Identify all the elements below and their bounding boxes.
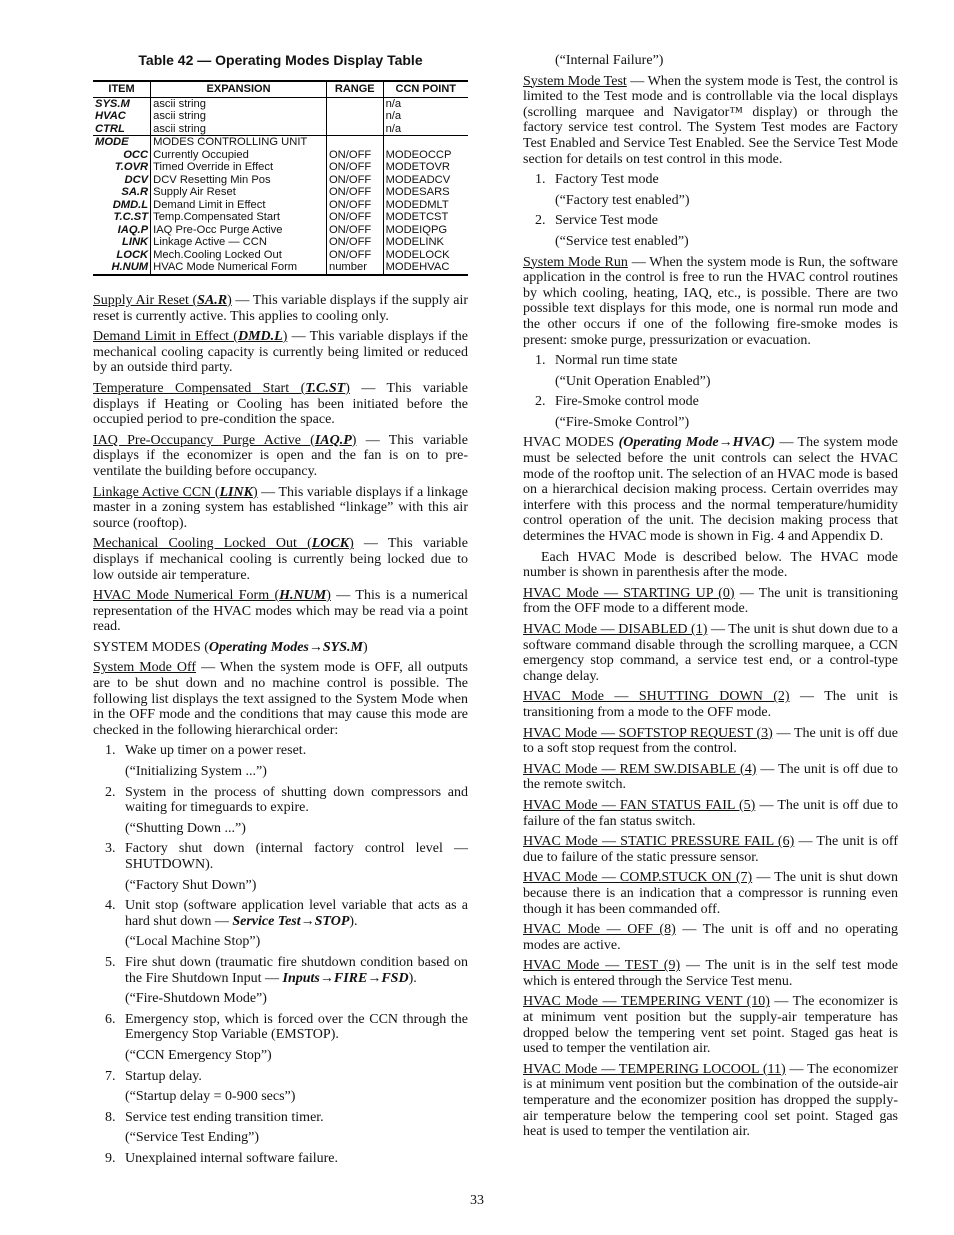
test-modes-list — [523, 172, 898, 249]
col-header-expansion: EXPANSION — [151, 81, 327, 97]
para-hvac-mode-0: HVAC Mode — STARTING UP (0) — The unit is transitioning from the OFF mode to a different mode. — [523, 585, 898, 617]
term-heading: System Mode Run — [523, 254, 628, 270]
term-heading: System Mode Test — [523, 73, 627, 89]
term-heading: HVAC Mode — TEST (9) — [523, 958, 681, 974]
item-code: HVAC — [95, 110, 126, 122]
ccn-point-text: n/a — [385, 110, 402, 122]
col-header-ccn-point: CCN POINT — [383, 81, 468, 97]
expansion-text: Demand Limit in Effect — [153, 198, 266, 211]
expansion-text: Mech.Cooling Locked Out — [153, 248, 282, 261]
para-hvac-mode-1: HVAC Mode — DISABLED (1) — The unit is shut down due to a software command disable through the scrolling marquee, a CCN emergency stop command, a service test end, or a control-type change delay. — [523, 622, 898, 684]
para-hvac-mode-10: HVAC Mode — TEMPERING VENT (10) — The economizer is at minimum vent position but the supply-air temperature has dropped below the tempering vent set point. Staged gas heat is used to temper the ventilation air. — [523, 994, 899, 1057]
display-text: (“Factory Shut Down”) — [125, 877, 257, 893]
expansion-text: HVAC Mode Numerical Form — [153, 261, 298, 273]
term-heading: HVAC Mode Numerical Form (H.NUM) — [93, 588, 331, 604]
table-title: Table 42 — Operating Modes Display Table — [138, 52, 423, 68]
ccn-point-cell — [383, 136, 468, 275]
term-heading: HVAC Mode — COMP.STUCK ON (7) — [523, 870, 753, 886]
para-mech-cooling-lock — [93, 536, 468, 583]
display-text: (“Shutting Down ...”) — [125, 820, 246, 836]
expansion-cell — [151, 136, 327, 275]
item-code: H.NUM — [111, 261, 149, 273]
display-text: (“Startup delay = 0-900 secs”) — [125, 1089, 296, 1105]
display-text: (“Internal Failure”) — [555, 53, 664, 68]
term-heading: HVAC Mode — DISABLED (1) — [523, 622, 708, 637]
ccn-point-text: MODESARS — [385, 186, 450, 198]
item-code: DMD.L — [112, 198, 149, 211]
ccn-point-text — [386, 136, 466, 149]
col-header-item: ITEM — [93, 81, 151, 97]
operating-modes-table — [93, 80, 468, 276]
item-code: DCV — [124, 173, 149, 186]
display-text: (“Unit Operation Enabled”) — [555, 373, 711, 389]
display-text: (“Local Machine Stop”) — [125, 934, 261, 950]
range-text: ON/OFF — [328, 211, 372, 223]
range-text: ON/OFF — [328, 186, 372, 198]
range-cell — [326, 136, 383, 275]
item-code: T.C.ST — [113, 211, 149, 223]
range-text: ON/OFF — [328, 248, 372, 261]
item-code: OCC — [123, 148, 149, 161]
term-description: — This variable displays if Heating or Cooling has been initiated before the occupied period to pre-condition the space. — [93, 380, 468, 428]
list-item: 1. Wake up timer on a power reset. (“Initializing System ...”) — [93, 743, 468, 779]
term-heading: HVAC Mode — SOFTSTOP REQUEST (3) — [523, 725, 773, 741]
term-heading: Linkage Active CCN (LINK) — [93, 484, 258, 500]
ccn-point-text: MODEDMLT — [385, 198, 449, 211]
term-heading: HVAC Mode — SHUTTING DOWN (2) — [523, 689, 790, 705]
run-modes-list — [523, 353, 898, 430]
range-text — [329, 136, 381, 149]
term-heading: HVAC Mode — STATIC PRESSURE FAIL (6) — [523, 834, 795, 850]
term-heading: HVAC Mode — FAN STATUS FAIL (5) — [523, 797, 756, 813]
display-text: (“Service test enabled”) — [555, 233, 689, 249]
right-column-text — [523, 53, 898, 1145]
section-heading-system-modes: SYSTEM MODES (Operating Modes→SYS.M) — [93, 639, 368, 655]
ccn-point-text: n/a — [385, 97, 402, 110]
para-hvac-mode-6: HVAC Mode — STATIC PRESSURE FAIL (6) — The unit is off due to failure of the static pressure sensor. — [523, 834, 899, 865]
range-text: number — [328, 261, 367, 273]
list-item: 2. Service Test mode (“Service test enabled”) — [523, 213, 898, 249]
term-heading: System Mode Off — [93, 660, 197, 676]
expansion-text: ascii string — [153, 97, 206, 110]
term-description: — When the system mode is Test, the control is limited to the Test mode and is controllable via the local displays (scrolling marquee and Navigator™ display) or through the factory service test control. The System Test modes are Factory Test Enabled and Service Test Enabled. See the Service Test Mode section for details on test control in this mode. — [523, 73, 898, 167]
term-heading: Demand Limit in Effect (DMD.L) — [93, 329, 288, 345]
para-hvac-mode-11: HVAC Mode — TEMPERING LOCOOL (11) — The economizer is at minimum vent position but the combination of the outside-air temperature and the economizer position has dropped the supply-air temperature below the tempering cool set point. Staged gas heat is used to temper the ventilation air. — [523, 1061, 898, 1140]
para-demand-limit — [93, 329, 468, 376]
item-cell — [93, 136, 151, 275]
display-text: (“CCN Emergency Stop”) — [125, 1047, 272, 1063]
range-text: ON/OFF — [328, 161, 372, 173]
range-text: ON/OFF — [328, 148, 372, 161]
item-code: IAQ.P — [117, 223, 149, 236]
expansion-text: ascii string — [153, 122, 206, 135]
term-heading: Supply Air Reset (SA.R) — [93, 293, 232, 308]
ccn-point-text: MODEADCV — [385, 173, 451, 186]
para-system-mode-run — [523, 255, 898, 349]
range-text: ON/OFF — [328, 173, 372, 186]
term-heading: HVAC Mode — REM SW.DISABLE (4) — [523, 761, 757, 777]
range-text: ON/OFF — [328, 223, 372, 236]
term-description: — This variable displays if mechanical cooling is currently being locked due to low outside air temperature. — [93, 536, 468, 583]
expansion-text: DCV Resetting Min Pos — [153, 173, 271, 186]
table-group-system — [93, 97, 468, 136]
list-item: 1. Factory Test mode (“Factory test enabled”) — [523, 172, 898, 208]
list-item: 3. Factory shut down (internal factory control level — SHUTDOWN). (“Factory Shut Down”) — [105, 841, 468, 893]
ccn-point-text: MODEIQPG — [385, 223, 448, 236]
para-hvac-modes: HVAC MODES (Operating Mode→HVAC) — The system mode must be selected before the unit controls can select the HVAC mode of the rooftop unit. The selection of an HVAC mode is based on a hierarchical decision making process. Certain overrides may interfere with this process and the normal temperature/humidity control operation of the unit. The decision making process that determines the HVAC mode is shown in Fig. 4 and Appendix D. — [523, 435, 898, 545]
term-description: — This variable displays if a linkage master in a zoning system has established “linkage” with this air source (rooftop). — [93, 484, 468, 531]
term-description: — This variable displays if the mechanical cooling capacity is currently being limited or reduced by an outside third party. — [93, 329, 469, 376]
expansion-text: MODES CONTROLLING UNIT — [153, 136, 308, 148]
page-number: 33 — [470, 1193, 484, 1208]
expansion-text: ascii string — [153, 110, 206, 122]
term-heading: HVAC Mode — STARTING UP (0) — [523, 585, 735, 601]
term-description: — When the system mode is Run, the software application in the control is free to run the HVAC control routines by which cooling, heating, IAQ, etc., is possible. There are two possible text displays for this mode, one is normal run mode and the other occurs if one of the following fire-smoke modes is present: smoke purge, pressurization or evacuation. — [523, 254, 898, 348]
para-temp-comp-start — [93, 381, 468, 428]
list-item: 9. Unexplained internal software failure. — [105, 1150, 339, 1166]
term-heading: Mechanical Cooling Locked Out (LOCK) — [93, 536, 354, 552]
expansion-text: IAQ Pre-Occ Purge Active — [153, 223, 283, 236]
item-code: T.OVR — [114, 161, 149, 173]
para-hvac-numerical — [93, 588, 468, 635]
para-hvac-mode-9: HVAC Mode — TEST (9) — The unit is in the self test mode which is entered through the Service Test menu. — [523, 958, 898, 989]
list-item: 2. Fire-Smoke control mode (“Fire-Smoke Control”) — [523, 394, 898, 430]
display-text: (“Service Test Ending”) — [125, 1130, 260, 1146]
ccn-point-cell — [383, 97, 468, 136]
ccn-point-text: MODEOCCP — [385, 148, 452, 161]
display-text: (“Factory test enabled”) — [555, 192, 690, 208]
para-hvac-mode-4: HVAC Mode — REM SW.DISABLE (4) — The unit is off due to the remote switch. — [523, 761, 899, 793]
para-system-mode-test — [523, 74, 898, 168]
list-item: 4. Unit stop (software application level variable that acts as a hard shut down — Service Test→STOP). (“Local Machine Stop”) — [105, 898, 468, 950]
para-hvac-mode-7: HVAC Mode — COMP.STUCK ON (7) — The unit is shut down because there is an indication that a compressor is running even though it has been commanded off. — [523, 870, 898, 917]
expansion-cell — [151, 97, 327, 136]
term-description: — This variable displays if the economizer is open and the fan is on to pre-ventilate the building before occupancy. — [93, 432, 468, 479]
ccn-point-text: MODELINK — [385, 236, 445, 248]
term-heading: HVAC Mode — TEMPERING LOCOOL (11) — [523, 1061, 786, 1077]
list-item: 7. Startup delay. (“Startup delay = 0-900 secs”) — [93, 1069, 468, 1105]
expansion-text: Supply Air Reset — [153, 186, 236, 198]
off-conditions-list — [93, 743, 468, 1166]
list-item: 6. Emergency stop, which is forced over the CCN through the Emergency Stop Variable (EMSTOP). (“CCN Emergency Stop”) — [105, 1011, 468, 1063]
expansion-text: Temp.Compensated Start — [153, 211, 280, 223]
expansion-text: Linkage Active — CCN — [153, 236, 267, 248]
expansion-text: Currently Occupied — [153, 148, 249, 161]
item-code: LINK — [122, 236, 149, 248]
col-header-range: RANGE — [326, 81, 383, 97]
term-description: — When the system mode is OFF, all outputs are to be shut down and no machine control is possible. The following list displays the text assigned to the System Mode when in the OFF mode and the conditions that may cause this mode are checked in the following hierarchical order: — [93, 660, 468, 738]
para-linkage-active — [93, 485, 468, 532]
table-group-modes — [93, 136, 468, 275]
ccn-point-text: n/a — [385, 122, 402, 135]
list-item: 2. System in the process of shutting down compressors and waiting for timeguards to expire. (“Shutting Down ...”) — [105, 784, 468, 836]
left-column-text — [93, 293, 468, 1172]
term-heading: HVAC Mode — TEMPERING VENT (10) — [523, 994, 770, 1010]
display-text: (“Initializing System ...”) — [125, 764, 267, 780]
list-item: 5. Fire shut down (traumatic fire shutdown condition based on the Fire Shutdown Input — Inputs→FIRE→FSD). (“Fire-Shutdown Mode”) — [105, 954, 468, 1007]
ccn-point-text: MODEHVAC — [385, 261, 450, 273]
term-description: — This variable displays if the supply air reset is currently active. This applies to cooling only. — [93, 293, 468, 324]
para-hvac-mode-5: HVAC Mode — FAN STATUS FAIL (5) — The unit is off due to failure of the fan status switch. — [523, 797, 899, 829]
para-supply-air-reset — [93, 293, 468, 324]
term-heading: Temperature Compensated Start (T.C.ST) — [93, 380, 350, 396]
para-hvac-mode-3: HVAC Mode — SOFTSTOP REQUEST (3) — The unit is off due to a soft stop request from the control. — [523, 725, 899, 757]
para-system-mode-off — [93, 660, 468, 738]
expansion-text: Timed Override in Effect — [153, 161, 274, 173]
list-item: 8. Service test ending transition timer. (“Service Test Ending”) — [93, 1110, 468, 1146]
para-each-hvac-mode: Each HVAC Mode is described below. The HVAC mode number is shown in parenthesis after the mode. — [523, 549, 898, 581]
display-text: (“Fire-Shutdown Mode”) — [125, 991, 267, 1007]
range-text: ON/OFF — [328, 198, 372, 211]
item-code: MODE — [95, 136, 129, 148]
list-item: 1. Normal run time state (“Unit Operation Enabled”) — [523, 353, 898, 389]
table-header-row — [93, 81, 468, 97]
item-cell — [93, 97, 151, 136]
ccn-point-text: MODETCST — [385, 211, 449, 223]
range-text: ON/OFF — [328, 236, 372, 248]
item-code: LOCK — [116, 248, 149, 261]
term-description: — This is a numerical representation of the HVAC modes which may be read via a point read. — [93, 588, 469, 635]
range-cell — [326, 97, 383, 136]
term-heading: IAQ Pre-Occupancy Purge Active (IAQ.P) — [93, 432, 357, 448]
item-code: CTRL — [95, 122, 125, 135]
para-hvac-mode-2: HVAC Mode — SHUTTING DOWN (2) — The unit is transitioning from a mode to the OFF mode. — [523, 689, 898, 720]
para-iaq-purge — [93, 433, 468, 480]
display-text: (“Fire-Smoke Control”) — [555, 414, 690, 430]
para-hvac-mode-8: HVAC Mode — OFF (8) — The unit is off and no operating modes are active. — [523, 922, 898, 953]
term-heading: HVAC Mode — OFF (8) — [523, 922, 676, 938]
item-code: SA.R — [121, 186, 149, 198]
item-code: SYS.M — [95, 97, 130, 110]
ccn-point-text: MODELOCK — [385, 248, 450, 261]
ccn-point-text: MODETOVR — [385, 161, 451, 173]
